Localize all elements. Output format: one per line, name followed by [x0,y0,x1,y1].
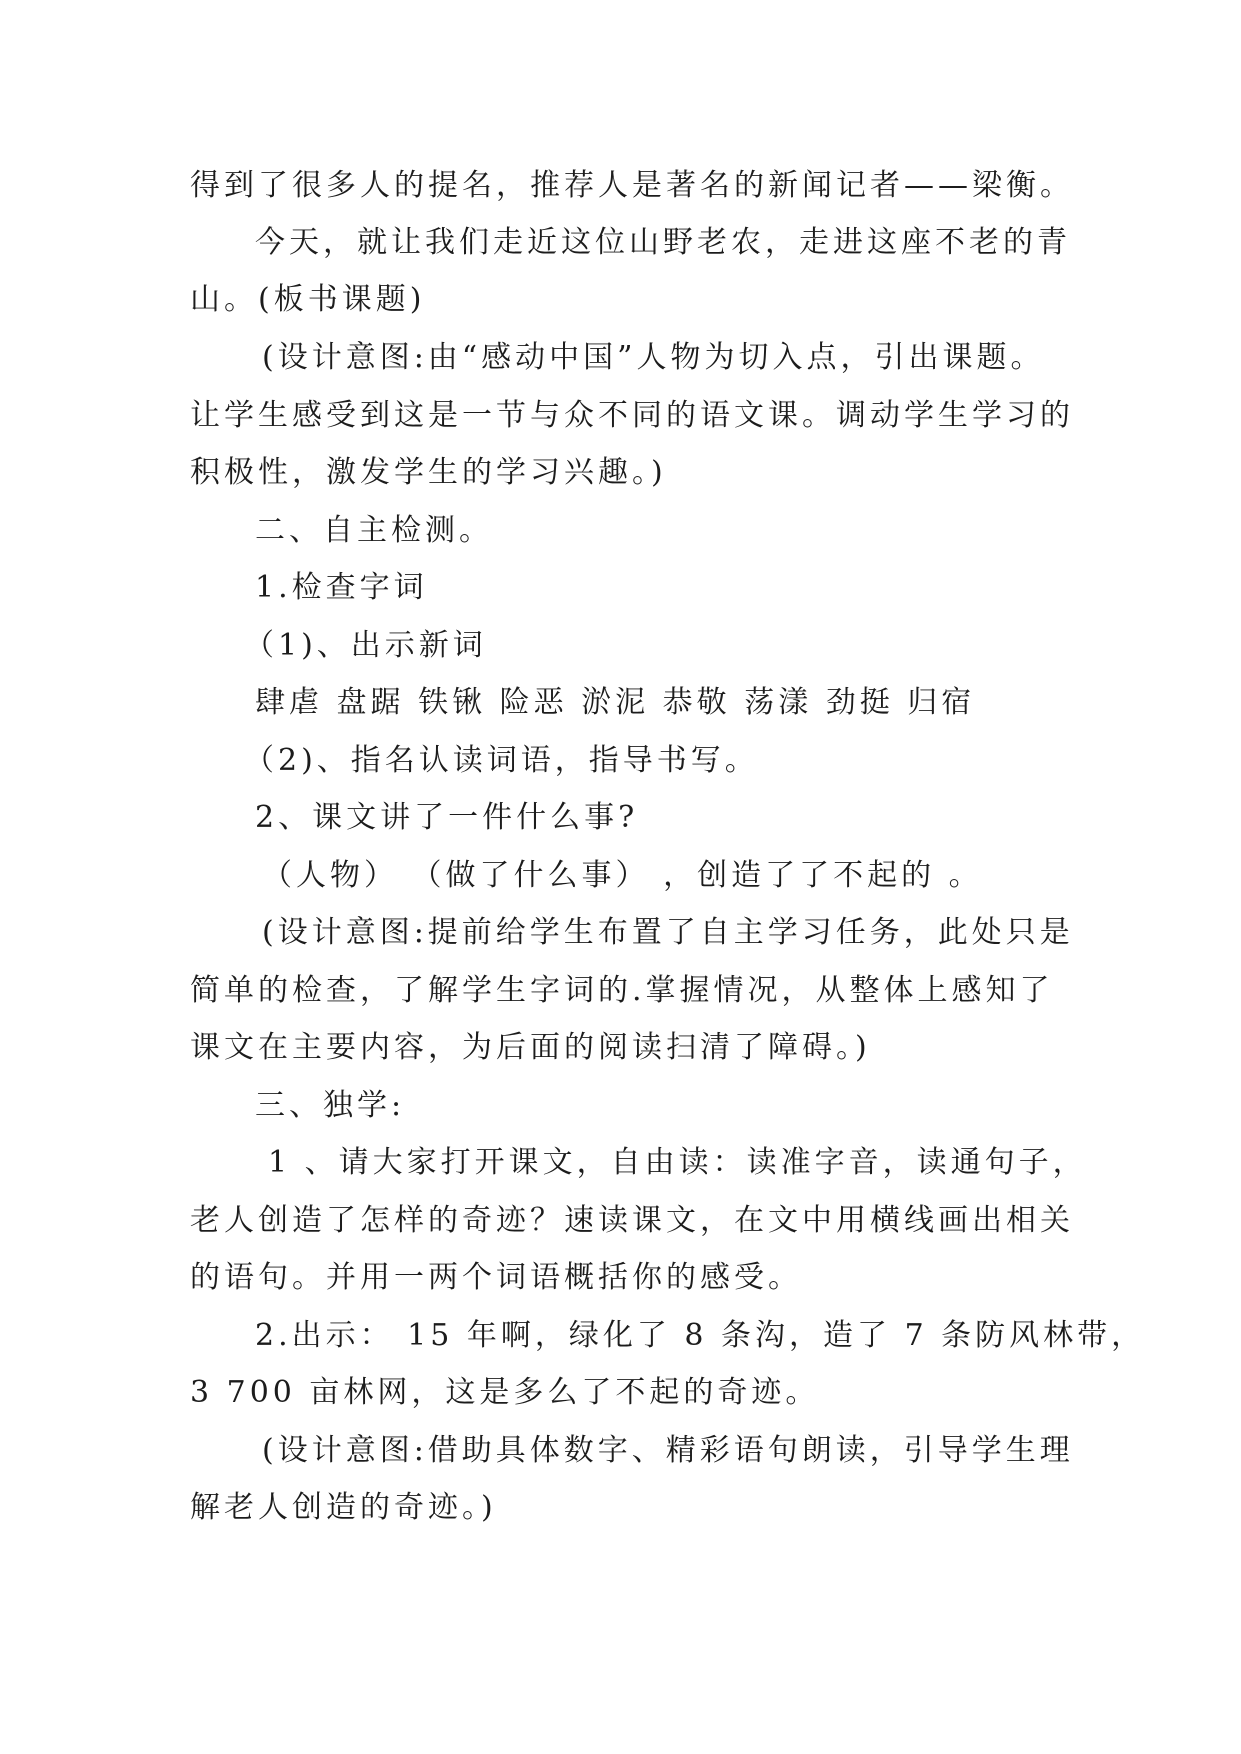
text-line: (设计意图:由“感动中国”人物为切入点，引出课题。 [262,340,1045,375]
text-line: （1)、出示新词 [244,628,487,663]
text-line: 的语句。并用一两个词语概括你的感受。 [190,1260,802,1295]
text-line: 1.检查字词 [255,570,428,605]
text-line: 课文在主要内容，为后面的阅读扫清了障碍。) [190,1030,871,1065]
text-line: 2.出示： 15 年啊，绿化了 8 条沟，造了 7 条防风林带， [255,1318,1146,1353]
text-line: 今天，就让我们走近这位山野老农，走进这座不老的青 [255,225,1071,260]
text-line: 解老人创造的奇迹。) [190,1490,497,1525]
text-line: 山。(板书课题) [190,282,426,317]
text-line: 得到了很多人的提名，推荐人是著名的新闻记者——梁衡。 [190,168,1074,203]
section-heading: 二、自主检测。 [255,513,493,548]
text-line: (设计意图:借助具体数字、精彩语句朗读，引导学生理 [262,1433,1074,1468]
text-line: 3 700 亩林网，这是多么了不起的奇迹。 [190,1375,820,1410]
text-line: 让学生感受到这是一节与众不同的语文课。调动学生学习的 [190,398,1074,433]
text-line: 2、课文讲了一件什么事? [255,800,639,835]
text-line: (设计意图:提前给学生布置了自主学习任务，此处只是 [262,915,1074,950]
text-line: 简单的检查，了解学生字词的.掌握情况，从整体上感知了 [190,973,1054,1008]
text-line: 老人创造了怎样的奇迹？速读课文，在文中用横线画出相关 [190,1203,1074,1238]
text-line: 1 、请大家打开课文，自由读：读准字音，读通句子， [268,1145,1087,1180]
text-line: （人物） （做了什么事） ，创造了了不起的 。 [262,858,983,893]
section-heading: 三、独学: [255,1088,406,1123]
text-line: （2)、指名认读词语，指导书写。 [244,743,759,778]
vocabulary-line: 肆虐 盘踞 铁锹 险恶 淤泥 恭敬 荡漾 劲挺 归宿 [255,685,976,720]
text-line: 积极性，激发学生的学习兴趣。) [190,455,667,490]
